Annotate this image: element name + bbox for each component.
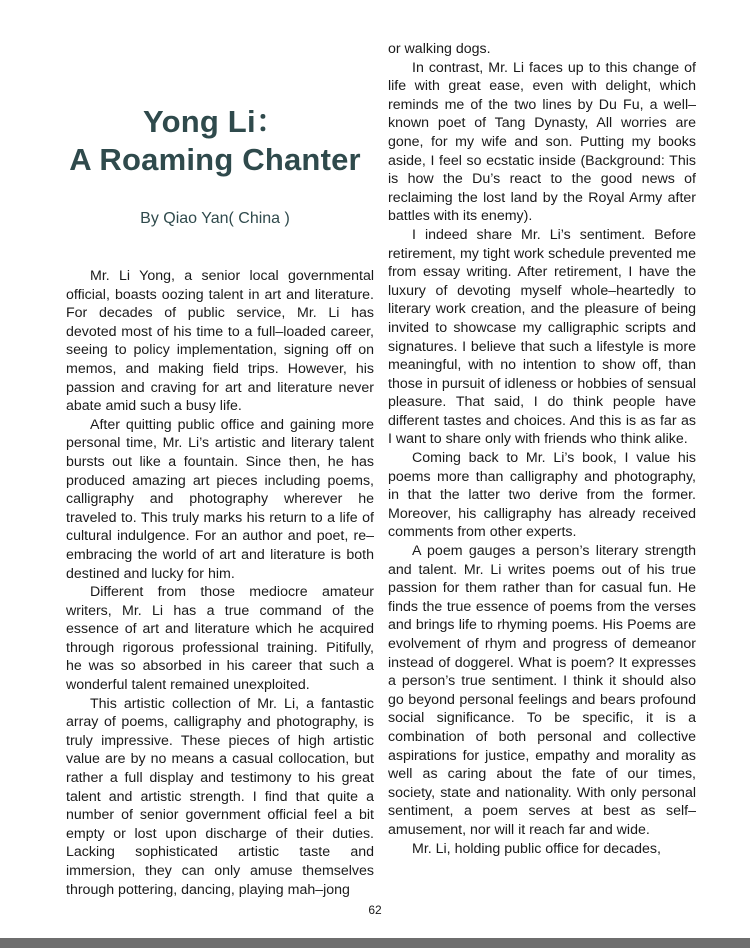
paragraph: Different from those mediocre amateur writers, Mr. Li has a true command of the essence of art and literature which he acquired through rigorous professional training. Pitifully, he was so absorbed in his career that such a wonderful talent remained unexploited. [66, 584, 374, 694]
paragraph: Mr. Li, holding public office for decades, [412, 840, 661, 857]
article-byline: By Qiao Yan( China ) [140, 210, 290, 227]
title-line-1: Yong Li： [143, 104, 287, 139]
article-header [60, 103, 370, 229]
article-title [60, 103, 370, 179]
paragraph: After quitting public office and gaining more personal time, Mr. Li’s artistic and literary talent bursts out like a fountain. Since then, he has produced amazing art pieces including poems, calligraphy and photography wherever he traveled to. This truly marks his return to a life of cultural indulgence. For an author and poet, re–embracing the world of art and literature is both destined and lucky for him. [66, 416, 374, 582]
paragraph: This artistic collection of Mr. Li, a fantastic array of poems, calligraphy and photography, is truly impressive. These pieces of high artistic value are by no means a casual collocation, but rather a full display and testimony to his great talent and artistic strength. I find that quite a number of senior government official feel a bit empty or lost upon discharge of their duties. Lacking sophisticated artistic taste and immersion, they can only amuse themselves through pottering, dancing, playing mah–jong [66, 695, 374, 898]
continued-paragraph: or walking dogs. [388, 41, 491, 57]
page-number: 62 [368, 903, 382, 917]
paragraph: I indeed share Mr. Li’s sentiment. Before retirement, my tight work schedule prevented me from essay writing. After retirement, I have the luxury of devoting myself whole–heartedly to literary work creation, and the pleasure of being invited to showcase my calligraphic scripts and signatures. I believe that such a lifestyle is more meaningful, with no intention to show off, than those in pursuit of idleness or hobbies of sensual pleasure. That said, I do think people have different tastes and choices. And this is as far as I want to share only with friends who think alike. [388, 226, 696, 448]
paragraph: In contrast, Mr. Li faces up to this change of life with great ease, even with delight, which reminds me of the two lines by Du Fu, a well–known poet of Tang Dynasty, All worries are gone, for my wife and son. Putting my books aside, I feel so ecstatic inside (Background: This is how the Du’s react to the good news of reclaiming the lost land by the Royal Army after battles with its enemy). [388, 59, 696, 225]
paragraph: A poem gauges a person’s literary strength and talent. Mr. Li writes poems out of his true passion for them rather than for casual fun. He finds the true essence of poems from the verses and brings life to rhyming poems. His Poems are evolvement of rhym and progress of demeanor instead of doggerel. What is poem? It expresses a person’s true sentiment. I think it should also go beyond personal feelings and bears profound social significance. To be specific, it is a combination of both personal and collective aspirations for justice, empathy and morality as well as caring about the fate of our times, society, state and nationality. With only personal sentiment, a poem serves at best as self–amusement, nor will it reach far and wide. [388, 543, 696, 838]
left-column [66, 267, 374, 899]
bottom-border [0, 938, 750, 948]
paragraph: Coming back to Mr. Li’s book, I value his poems more than calligraphy and photography, in that the latter two derive from the former. Moreover, his calligraphy has already received comments from other experts. [388, 450, 696, 541]
paragraph: Mr. Li Yong, a senior local governmental official, boasts oozing talent in art and literature. For decades of public service, Mr. Li has devoted most of his time to a full–loaded career, seeing to policy implementation, signing off on memos, and making field trips. However, his passion and craving for art and literature never abate amid such a busy life. [66, 268, 374, 415]
right-column [388, 40, 696, 858]
title-line-2: A Roaming Chanter [69, 142, 361, 177]
